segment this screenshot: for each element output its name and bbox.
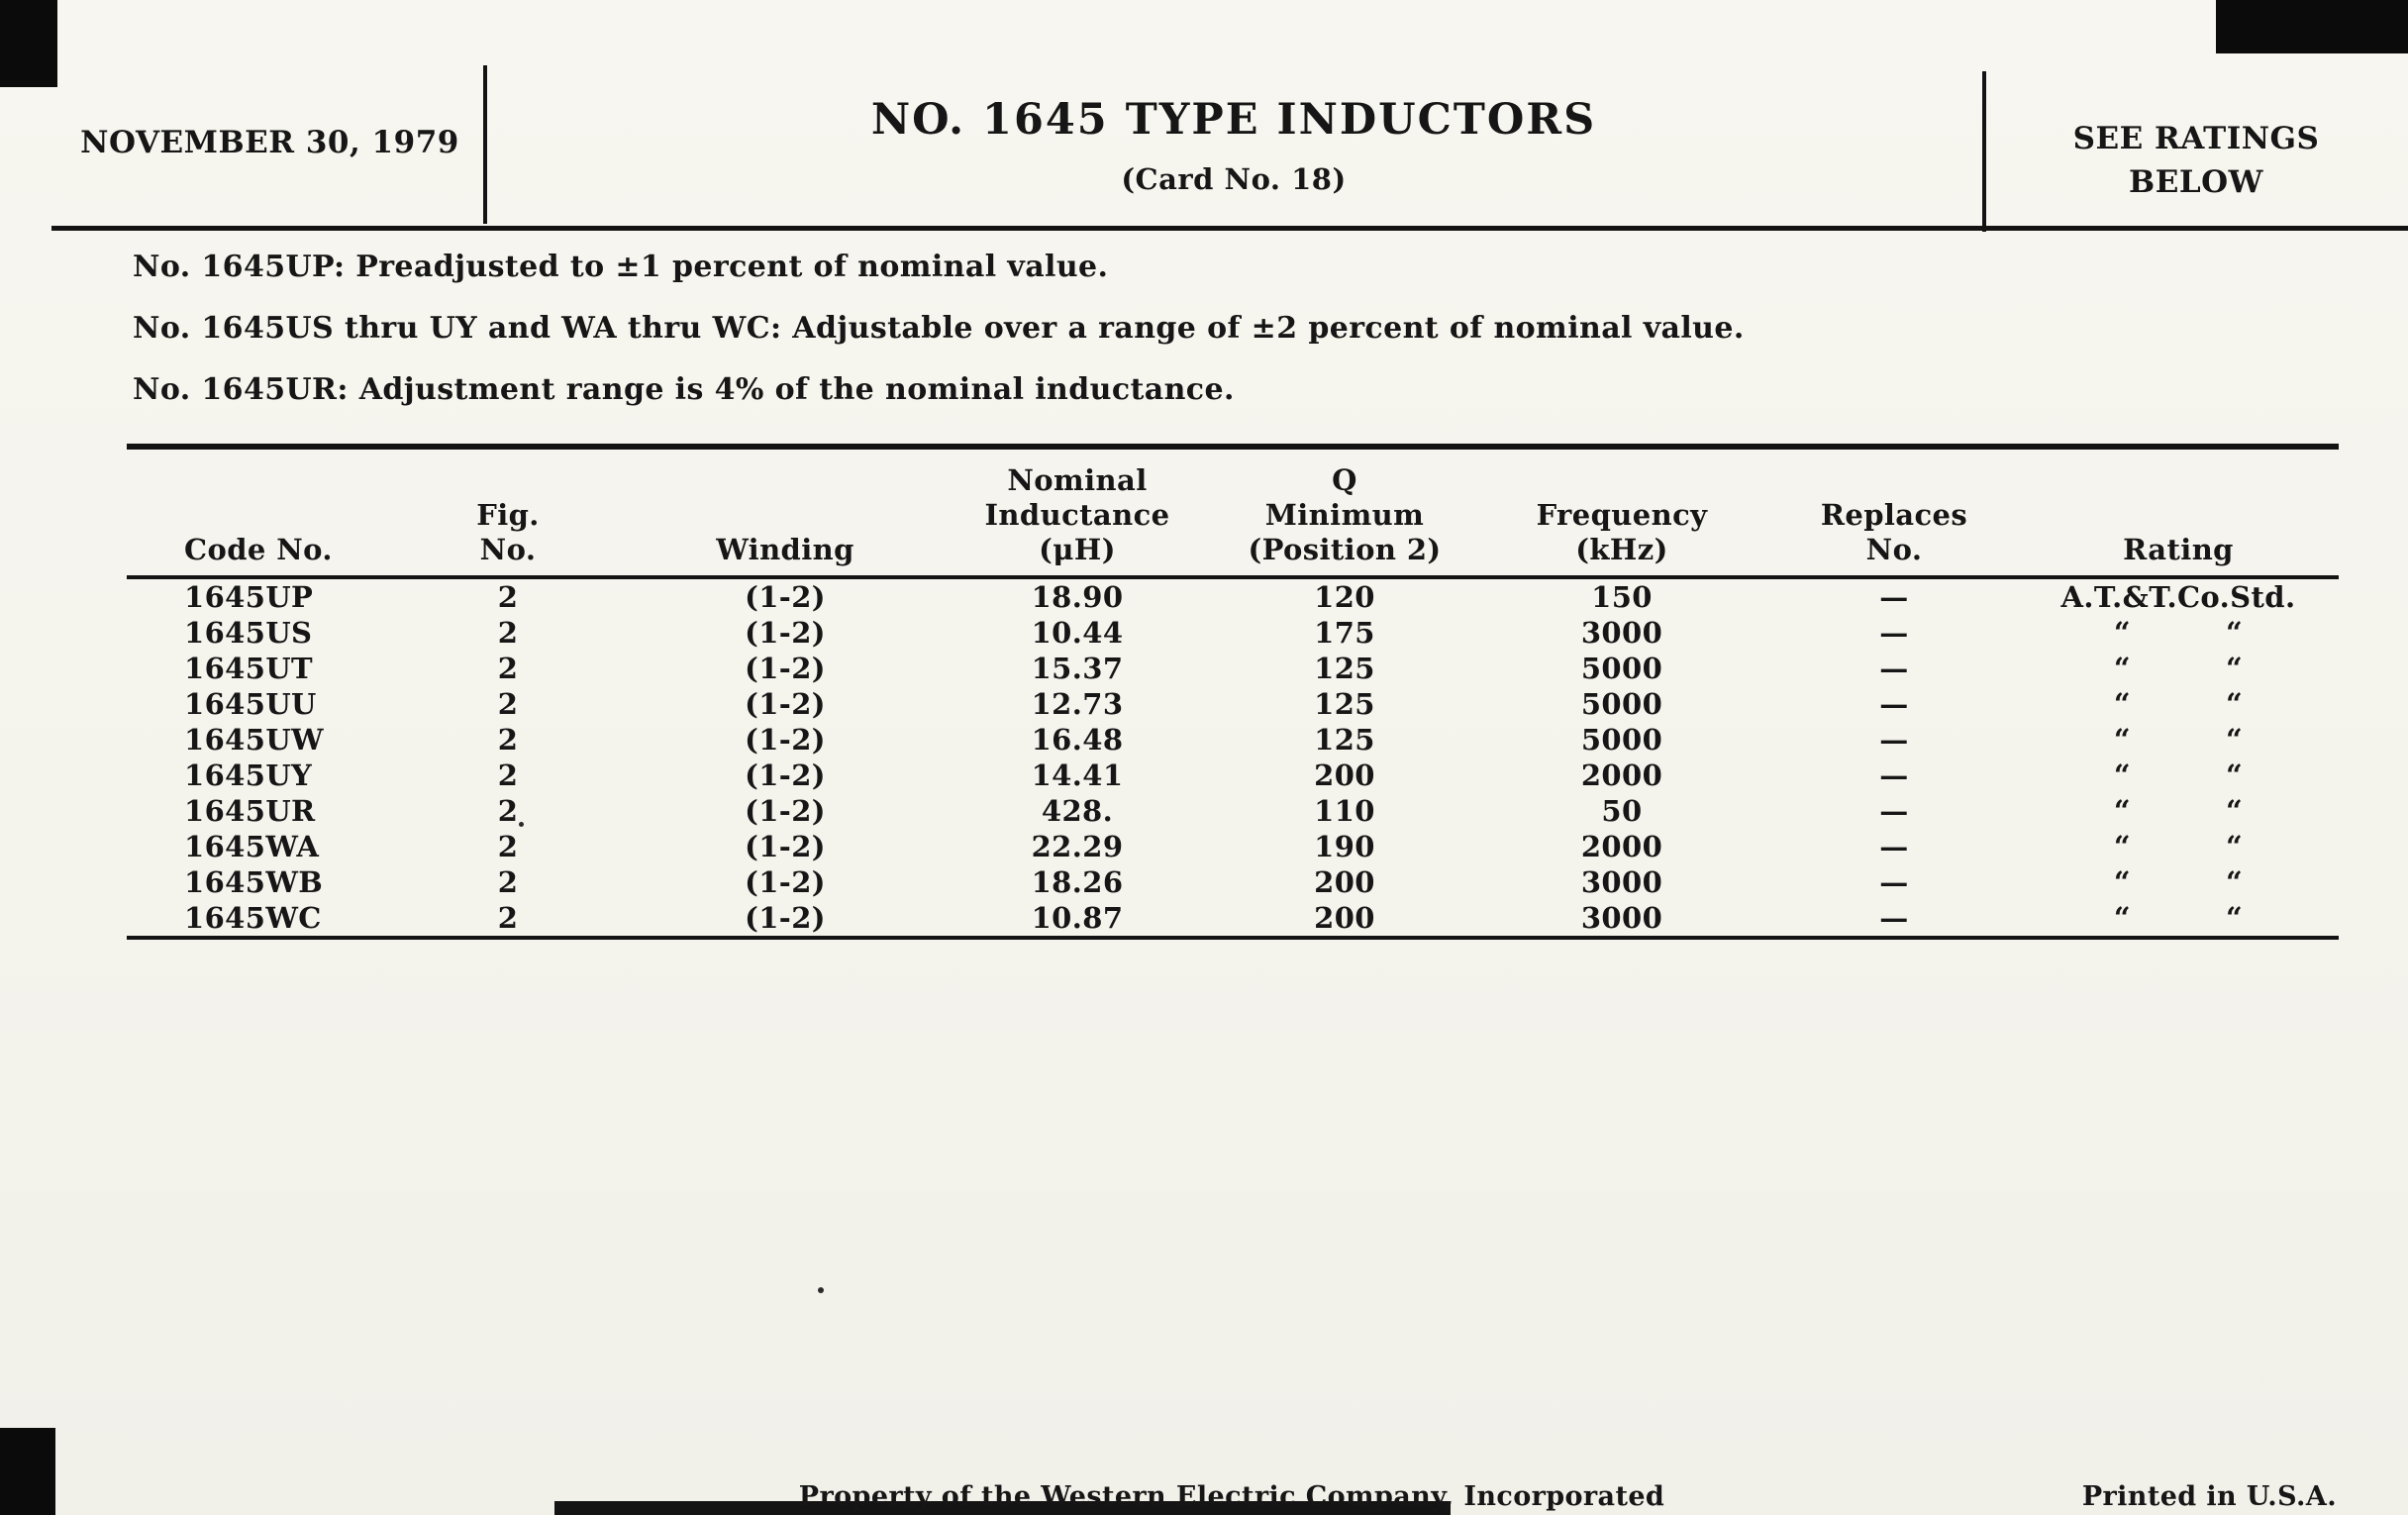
cell-fig: 2 — [497, 794, 519, 828]
cell-inductance: 10.87 — [1031, 901, 1124, 935]
ditto-mark: “ — [2226, 865, 2244, 899]
property-notice: Property of the Western Electric Company, Incorporated — [798, 1481, 1665, 1512]
ditto-mark: “ — [2113, 865, 2131, 899]
cell-q_min: 190 — [1314, 830, 1375, 863]
cell-inductance: 18.90 — [1031, 580, 1124, 614]
table-row — [127, 758, 2339, 793]
column-header-rating: Rating — [2018, 450, 2339, 577]
cell-fig: 2 — [497, 723, 519, 757]
cell-winding: (1-2) — [745, 830, 826, 863]
scan-artifact-top-right — [2216, 0, 2408, 53]
cell-q_min: 120 — [1314, 580, 1375, 614]
cell-inductance: 12.73 — [1031, 687, 1124, 721]
column-header-q-minimum: Q Minimum (Position 2) — [1216, 450, 1473, 577]
ditto-mark: “ — [2226, 652, 2244, 685]
table-header-row — [127, 450, 2339, 577]
cell-code: 1645US — [184, 616, 313, 650]
header-divider-right — [1982, 71, 1986, 232]
adjustment-notes — [133, 250, 2331, 434]
cell-q_min: 200 — [1314, 865, 1375, 899]
ditto-mark: “ — [2226, 758, 2244, 792]
cell-frequency: 3000 — [1580, 865, 1663, 899]
ditto-mark: “ — [2226, 616, 2244, 650]
table-row — [127, 829, 2339, 864]
cell-winding: (1-2) — [745, 901, 826, 935]
table-bottom-rule — [127, 936, 2339, 940]
cell-rating — [2018, 900, 2339, 936]
cell-replaces: — — [1879, 652, 1909, 685]
column-header-fig: Fig. No. — [384, 450, 632, 577]
cell-replaces: — — [1879, 758, 1909, 792]
title-block — [485, 95, 1982, 196]
ditto-mark: “ — [2226, 723, 2244, 757]
ditto-mark: “ — [2113, 830, 2131, 863]
cell-frequency: 5000 — [1580, 652, 1663, 685]
cell-replaces: — — [1879, 901, 1909, 935]
cell-replaces: — — [1879, 723, 1909, 757]
cell-replaces: — — [1879, 794, 1909, 828]
cell-fig: 2 — [497, 830, 519, 863]
table-row — [127, 722, 2339, 758]
cell-q_min: 110 — [1314, 794, 1375, 828]
cell-inductance: 428. — [1041, 794, 1114, 828]
cell-rating — [2018, 686, 2339, 722]
scan-artifact-bottom-left — [0, 1428, 55, 1515]
cell-q_min: 175 — [1314, 616, 1375, 650]
column-header-winding: Winding — [632, 450, 939, 577]
cell-replaces: — — [1879, 580, 1909, 614]
cell-rating — [2018, 864, 2339, 900]
page-subtitle: (Card No. 18) — [1121, 162, 1347, 196]
table-row — [127, 651, 2339, 686]
header-rule — [51, 226, 2408, 231]
cell-rating — [2018, 793, 2339, 829]
cell-frequency: 2000 — [1580, 758, 1663, 792]
ditto-mark: “ — [2226, 830, 2244, 863]
ditto-mark: “ — [2113, 723, 2131, 757]
see-ratings-note — [1990, 117, 2402, 204]
cell-frequency: 3000 — [1580, 616, 1663, 650]
cell-frequency: 150 — [1591, 580, 1653, 614]
cell-fig: 2 — [497, 616, 519, 650]
cell-rating — [2018, 829, 2339, 864]
cell-fig: 2 — [497, 865, 519, 899]
table-row — [127, 864, 2339, 900]
cell-replaces: — — [1879, 616, 1909, 650]
cell-fig: 2 — [497, 901, 519, 935]
note-1645UR: No. 1645UR: Adjustment range is 4% of the nominal inductance. — [133, 372, 1235, 407]
table-row — [127, 577, 2339, 615]
ditto-mark: “ — [2113, 794, 2131, 828]
cell-q_min: 125 — [1314, 652, 1375, 685]
inductor-table — [127, 450, 2339, 936]
column-header-code: Code No. — [127, 450, 384, 577]
cell-frequency: 50 — [1601, 794, 1643, 828]
cell-frequency: 5000 — [1580, 723, 1663, 757]
table-row — [127, 615, 2339, 651]
cell-winding: (1-2) — [745, 723, 826, 757]
table-body — [127, 577, 2339, 936]
see-ratings-line-1: SEE RATINGS — [2072, 121, 2320, 156]
ditto-mark: “ — [2113, 616, 2131, 650]
scan-speckle — [818, 1287, 824, 1293]
cell-winding: (1-2) — [745, 865, 826, 899]
table-row — [127, 900, 2339, 936]
cell-rating — [2018, 615, 2339, 651]
cell-frequency: 3000 — [1580, 901, 1663, 935]
cell-code: 1645WB — [184, 865, 324, 899]
ditto-mark: “ — [2113, 687, 2131, 721]
cell-q_min: 125 — [1314, 723, 1375, 757]
cell-winding: (1-2) — [745, 580, 826, 614]
cell-rating — [2018, 758, 2339, 793]
see-ratings-line-2: BELOW — [2129, 164, 2263, 200]
cell-code: 1645WC — [184, 901, 322, 935]
cell-fig: 2 — [497, 652, 519, 685]
cell-q_min: 200 — [1314, 758, 1375, 792]
cell-inductance: 10.44 — [1031, 616, 1124, 650]
cell-code: 1645UP — [184, 580, 314, 614]
cell-inductance: 16.48 — [1031, 723, 1124, 757]
cell-code: 1645WA — [184, 830, 320, 863]
cell-code: 1645UY — [184, 758, 313, 792]
page-title: NO. 1645 TYPE INDUCTORS — [870, 95, 1597, 145]
cell-winding: (1-2) — [745, 687, 826, 721]
ditto-mark: “ — [2113, 758, 2131, 792]
ditto-mark: “ — [2113, 652, 2131, 685]
cell-replaces: — — [1879, 687, 1909, 721]
column-header-inductance: Nominal Inductance (μH) — [939, 450, 1216, 577]
cell-inductance: 14.41 — [1031, 758, 1124, 792]
note-1645UP: No. 1645UP: Preadjusted to ±1 percent of nominal value. — [133, 250, 1109, 284]
cell-winding: (1-2) — [745, 758, 826, 792]
cell-rating — [2018, 722, 2339, 758]
cell-replaces: — — [1879, 830, 1909, 863]
ditto-mark: “ — [2113, 901, 2131, 935]
cell-code: 1645UT — [184, 652, 313, 685]
ditto-mark: “ — [2226, 687, 2244, 721]
cell-q_min: 200 — [1314, 901, 1375, 935]
cell-winding: (1-2) — [745, 652, 826, 685]
ditto-mark: “ — [2226, 794, 2244, 828]
cell-inductance: 18.26 — [1031, 865, 1124, 899]
cell-frequency: 2000 — [1580, 830, 1663, 863]
cell-fig: 2 — [497, 580, 519, 614]
cell-rating: A.T.&T.Co.Std. — [2060, 580, 2296, 614]
cell-winding: (1-2) — [745, 616, 826, 650]
column-header-frequency: Frequency (kHz) — [1473, 450, 1770, 577]
table-row — [127, 686, 2339, 722]
ditto-mark: “ — [2226, 901, 2244, 935]
cell-inductance: 22.29 — [1031, 830, 1124, 863]
inductor-table-wrap — [127, 444, 2339, 940]
cell-fig: 2 — [497, 758, 519, 792]
note-1645US-WC: No. 1645US thru UY and WA thru WC: Adjustable over a range of ±2 percent of nominal value. — [133, 311, 1745, 346]
scan-artifact-top-left — [0, 0, 57, 87]
cell-frequency: 5000 — [1580, 687, 1663, 721]
cell-winding: (1-2) — [745, 794, 826, 828]
printed-in-usa: Printed in U.S.A. — [2081, 1481, 2337, 1512]
cell-replaces: — — [1879, 865, 1909, 899]
cell-code: 1645UU — [184, 687, 317, 721]
column-header-replaces: Replaces No. — [1770, 450, 2018, 577]
cell-code: 1645UW — [184, 723, 324, 757]
document-date: NOVEMBER 30, 1979 — [80, 125, 459, 160]
cell-q_min: 125 — [1314, 687, 1375, 721]
cell-fig: 2 — [497, 687, 519, 721]
cell-inductance: 15.37 — [1031, 652, 1124, 685]
table-row — [127, 793, 2339, 829]
cell-code: 1645UR — [184, 794, 316, 828]
cell-rating — [2018, 651, 2339, 686]
